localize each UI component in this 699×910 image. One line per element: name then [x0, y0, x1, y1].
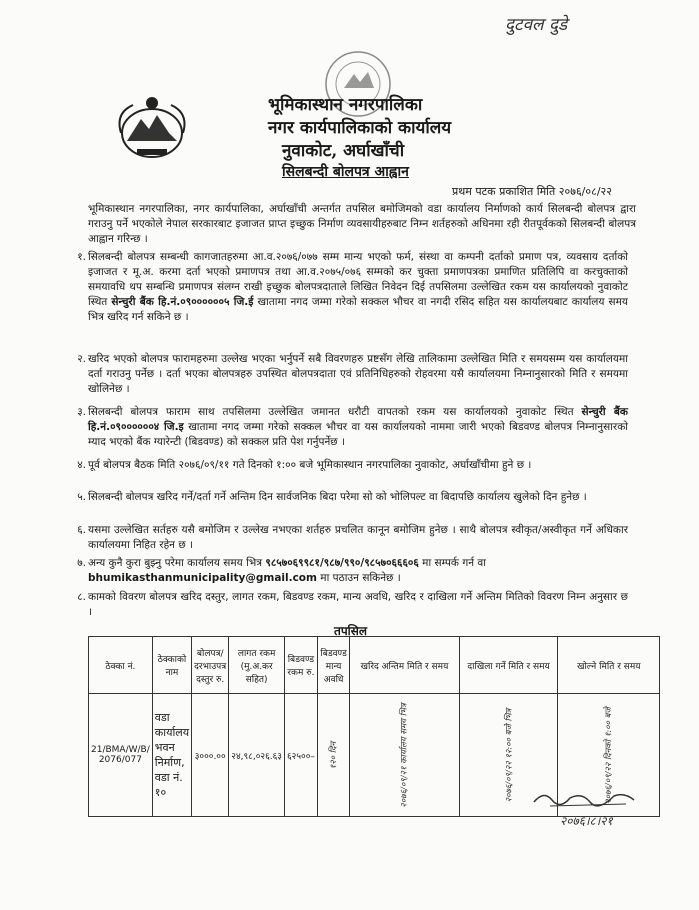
condition-item-3: [77, 405, 628, 450]
validity-text: १२० दिन: [329, 741, 340, 769]
condition-item-6: [77, 523, 628, 553]
cell-validity: [317, 694, 349, 817]
item-text: पूर्व बोलपत्र बैठक मिति २०७६/०९/११ गते दिनको १:०० बजे भूमिकास्थान नगरपालिका नुवाकोट, अर्घाखाँचीमा हुने छ ।: [88, 459, 532, 471]
office-location: नुवाकोट, अर्घाखाँची: [282, 141, 405, 161]
header-purchase: खरिद अन्तिम मिति र समय: [350, 637, 459, 694]
submit-text: २०७६/०९/२२ १२:०० बजे भित्र: [504, 708, 515, 802]
condition-item-4: [77, 458, 628, 473]
cell-contract-no: 21/BMA/W/B/ 2076/077: [89, 694, 153, 817]
notice-title: सिलबन्दी बोलपत्र आह्वान: [282, 164, 409, 180]
item-text: खरिद भएको बोलपत्र फारामहरुमा उल्लेख भएका भर्नुपर्ने सबै विवरणहरु प्रष्टसँग लेखि तालिकामा उल्लेखित मिति र समयसम्म यस कार्यालयमा दर्ता गराउनु पर्नेछ । दर्ता भएका बोलपत्रहरु उपस्थित बोलपत्रदाता एवं प्रतिनिधिहरुको रोहवरमा यसै कार्यालयमा निम्नानुसारको मिति र समयमा खोलिनेछ ।: [88, 353, 628, 395]
item-bold-text: सेन्चुरी बैंक हि.नं.०९००००००५ जि.ई: [111, 296, 254, 308]
condition-item-5: [77, 490, 628, 505]
item-text-tail: खातामा नगद जम्मा गरेको सक्कल भौचर वा नगदी रसिद सहित यस कार्यालयबाट कार्यालय समय भित्र खरिद गर्न सकिने छ ।: [88, 296, 628, 323]
header-contract-name: ठेक्काको नाम: [152, 637, 191, 694]
cell-cost: २४,९८,०२६.६३: [229, 694, 285, 817]
email-tail: मा पठाउन सकिनेछ ।: [316, 572, 401, 584]
signature: [530, 786, 640, 810]
item-text: यसमा उल्लेखित सर्तहरु यसै बमोजिम र उल्लेख नभएका शर्तहरु प्रचलित कानून बमोजिम हुनेछ । साथै बोलपत्र स्वीकृत/अस्वीकृत गर्ने अधिकार कार्यालयमा निहित रहेन छ ।: [88, 524, 628, 551]
header-bid-bond: बिडवण्ड रकम रु.: [284, 637, 317, 694]
header-fee: बोलपत्र/ दरभाउपत्र दस्तुर रु.: [192, 637, 229, 694]
item-number: ७.: [77, 557, 86, 569]
table-header-row: [89, 637, 660, 694]
item-number: ३.: [77, 406, 86, 418]
cell-purchase: [350, 694, 459, 817]
publish-date: प्रथम पटक प्रकाशित मिति २०७६/०८/२२: [452, 185, 612, 198]
condition-item-2: [77, 352, 628, 397]
item-text: अन्य कुनै कुरा बुझ्नु परेमा कार्यालय समय भित्र: [88, 557, 266, 569]
item-number: ४.: [77, 459, 86, 471]
item-number: २.: [77, 353, 86, 365]
signature-date: २०७६।८।२१: [560, 814, 613, 828]
nepal-emblem-icon: [113, 93, 191, 163]
header-validity: बिडवण्ड मान्य अवधि: [317, 637, 349, 694]
cell-bid-bond: ६२५००–: [284, 694, 317, 817]
item-number: ६.: [77, 524, 86, 536]
item-number: १.: [77, 251, 86, 263]
header-submit: दाखिला गर्ने मिति र समय: [459, 637, 558, 694]
item-text: कामको विवरण बोलपत्र खरिद दस्तुर, लागत रकम, बिडवण्ड रकम, मान्य अवधि, खरिद र दाखिला गर्ने अन्तिम मितिको विवरण निम्न अनुसार छ ।: [88, 591, 628, 618]
item-text-tail: मा सम्पर्क गर्न वा: [418, 557, 486, 569]
condition-item-1: [77, 250, 628, 325]
contact-numbers: ९८५७०६९९८१/९८७/९९०/९८५७०६६६०६: [265, 557, 419, 569]
table-title: तपसिल: [334, 624, 368, 638]
item-text: सिलबन्दी बोलपत्र फाराम साथ तपसिलमा उल्लेखित जमानत धरौटी वापतको रकम यस कार्यालयको नुवाकोट स्थित: [88, 406, 582, 418]
purchase-text: २०७६/०९/२१ कार्यालय समय भित्र: [399, 702, 410, 808]
header-contract-no: ठेक्का नं.: [89, 637, 153, 694]
open-text: २०७६/०९/२२ दिनको १:०० बजे: [604, 706, 615, 804]
item-number: ८.: [77, 591, 86, 603]
item-text-tail: खातामा नगद जम्मा गरेको सक्कल भौचर वा यस कार्यालयको नाममा जारी भएको बिडवण्ड बोलपत्र निम्नानुसारको म्याद भएको बैंक ग्यारेन्टी (बिडवण्ड) को सक्कल प्रति पेश गर्नुपर्नेछ ।: [88, 421, 628, 448]
email-address[interactable]: bhumikasthanmunicipality@gmail.com: [88, 572, 317, 584]
item-text: सिलबन्दी बोलपत्र सम्बन्धी कागजातहरुमा आ.व.२०७६/०७७ सम्म मान्य भएको फर्म, संस्था वा कम्पनी दर्ताको प्रमाण पत्र, व्यवसाय दर्ताको इजाजत र मू.अ. करमा दर्ता भएको प्रमाणपत्र तथा आ.व.२०७५/०७६ सम्मको कर चुक्ता प्रमाणपत्रका प्रमाणित प्रतिलिपि वा करचुक्ताको समयावधि थप सम्बन्धि प्रमाणपत्र संलग्न राखी इच्छुक बोलपत्रदाताले लिखित निवेदन दिई तपसिलमा उल्लेखित रकम यस कार्यालयको नुवाकोट स्थित: [88, 251, 628, 308]
office-name: नगर कार्यपालिकाको कार्यालय: [268, 118, 452, 138]
municipality-name: भूमिकास्थान नगरपालिका: [268, 95, 423, 115]
header-cost: लागत रकम (मु.अ.कर सहित): [229, 637, 285, 694]
intro-paragraph: भूमिकास्थान नगरपालिका, नगर कार्यपालिका, अर्घाखाँची अन्तर्गत तपसिल बमोजिमको वडा कार्यालय निर्माणको कार्य सिलबन्दी बोलपत्र द्वारा गराउनु पर्ने भएकोले नेपाल सरकारबाट इजाजत प्राप्त इच्छुक निर्माण व्यवसायीहरुबाट निम्न शर्तहरुको अधिनमा रही रीतपूर्वकको सिलबन्दी बोलपत्र आह्वान गरिन्छ ।: [88, 203, 636, 245]
handwritten-note: दुटवल दुडे: [505, 15, 568, 35]
item-bold-text: सेन्चुरी बैंक हि.नं.०९००००००४ जि.इ: [88, 406, 628, 433]
cell-contract-name: वडा कार्यालय भवन निर्माण, वडा नं. १०: [152, 694, 191, 817]
cell-fee: ३०००.००: [192, 694, 229, 817]
condition-item-8: [77, 590, 628, 620]
condition-item-7: [77, 556, 628, 586]
item-number: ५.: [77, 491, 86, 503]
header-open: खोल्ने मिति र समय: [558, 637, 660, 694]
item-text: सिलबन्दी बोलपत्र खरिद गर्ने/दर्ता गर्ने अन्तिम दिन सार्वजनिक बिदा परेमा सो को भोलिपल्ट वा बिदापछि कार्यालय खुलेको दिन हुनेछ ।: [88, 491, 587, 503]
